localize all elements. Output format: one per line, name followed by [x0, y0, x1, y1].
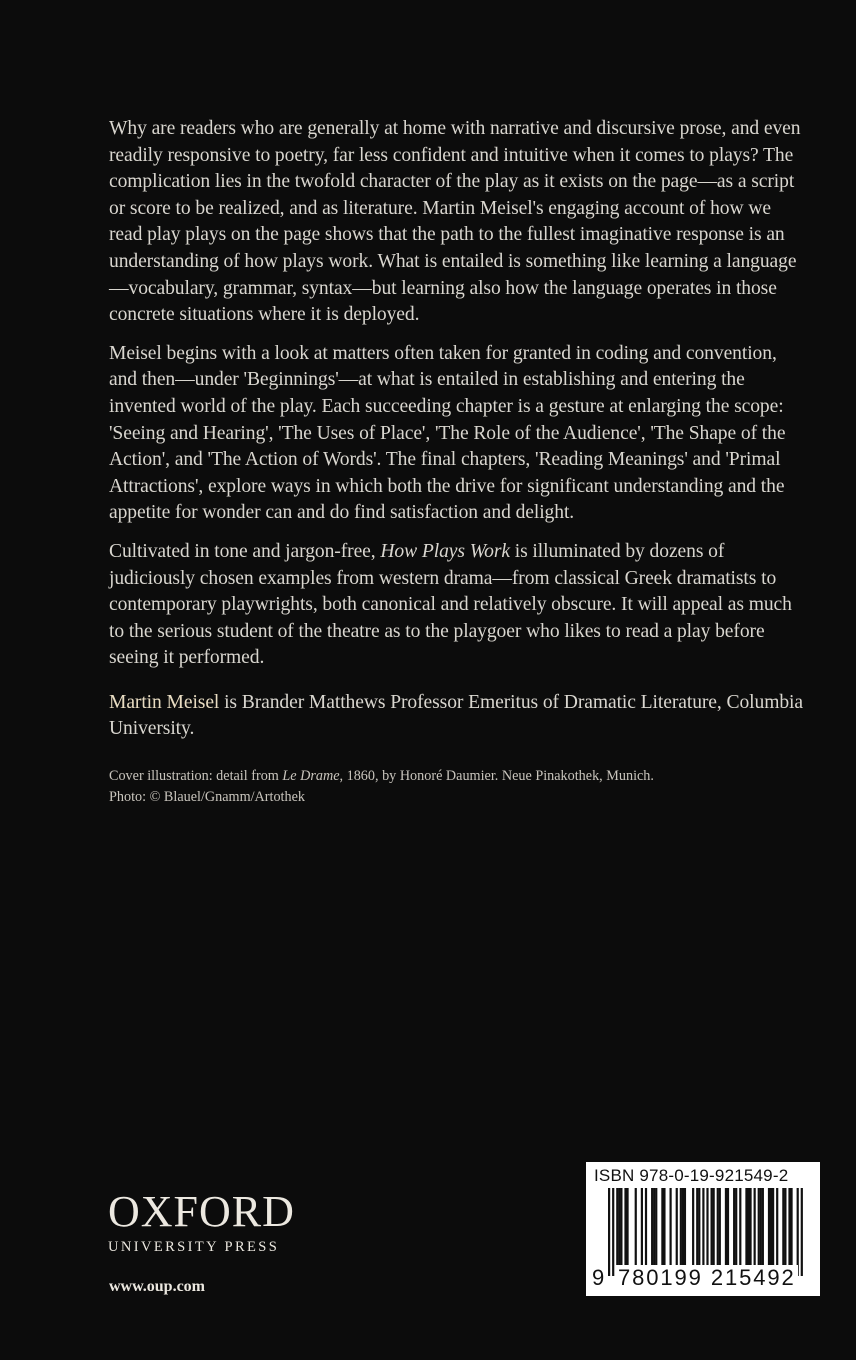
barcode-bar — [727, 1188, 729, 1266]
barcode-bar — [618, 1188, 620, 1266]
barcode-bar — [747, 1188, 749, 1266]
book-title: How Plays Work — [380, 540, 510, 562]
author-bio — [109, 690, 809, 743]
barcode-bar — [676, 1188, 678, 1266]
blurb-paragraph-3 — [109, 539, 809, 672]
credit-artwork-title: Le Drame — [282, 768, 340, 784]
barcode-bar — [680, 1188, 682, 1266]
barcode-bar — [733, 1188, 735, 1266]
barcode-bar — [784, 1188, 786, 1266]
barcode-guard-bar — [608, 1188, 610, 1276]
barcode-bar — [661, 1188, 663, 1266]
barcode-bar — [790, 1188, 792, 1266]
ean-first-digit: 9 — [592, 1265, 605, 1290]
credit-line-2: Photo: © Blauel/Gnamm/Artothek — [109, 789, 305, 805]
barcode-bar — [739, 1188, 741, 1266]
barcode-bar — [620, 1188, 622, 1266]
barcode — [594, 1188, 812, 1276]
barcode-bar — [624, 1188, 626, 1266]
credit-line-1-after: , 1860, by Honoré Daumier. Neue Pinakothek, Munich. — [339, 768, 654, 784]
barcode-bar — [692, 1188, 694, 1266]
barcode-bar — [626, 1188, 628, 1266]
barcode-bar — [651, 1188, 653, 1266]
barcode-bar — [768, 1188, 770, 1266]
barcode-guard-bar — [801, 1188, 803, 1276]
barcode-bar — [711, 1188, 713, 1266]
barcode-bar — [663, 1188, 665, 1266]
barcode-bar — [670, 1188, 672, 1266]
barcode-bar — [745, 1188, 747, 1266]
barcode-bar — [725, 1188, 727, 1266]
barcode-bar — [770, 1188, 772, 1266]
barcode-bar — [635, 1188, 637, 1266]
barcode-guard-bar — [797, 1188, 799, 1276]
blurb-paragraph-1: Why are readers who are generally at home with narrative and discursive prose, and even readily responsive to poetry, far less confident and intuitive when it comes to plays? The complication lies in the twofold character of the play as it exists on the page—as a script or score to be realized, and as literature. Martin Meisel's engaging account of how we read play plays on the page shows that the path to the fullest imaginative response is an understanding of how plays work. What is entailed is something like learning a language—vocabulary, grammar, syntax—but learning also how the language operates in those concrete situations where it is deployed. — [109, 118, 801, 326]
credit-line-1-before: Cover illustration: detail from — [109, 768, 283, 784]
barcode-bar — [641, 1188, 643, 1266]
barcode-bar — [719, 1188, 721, 1266]
barcode-bar — [776, 1188, 778, 1266]
barcode-bar — [682, 1188, 684, 1266]
barcode-guard-bar — [702, 1188, 704, 1276]
barcode-bar — [655, 1188, 657, 1266]
barcode-bar — [772, 1188, 774, 1266]
barcode-bar — [754, 1188, 756, 1266]
isbn-barcode-box — [586, 1162, 820, 1296]
barcode-bar — [782, 1188, 784, 1266]
barcode-bar — [758, 1188, 760, 1266]
blurb-p3-after: is illuminated by dozens of judiciously chosen examples from western drama—from classical Greek dramatists to contemporary playwrights, both canonical and relatively obscure. It will appeal as much to the serious student of the theatre as to the playgoer who likes to read a play before seeing it performed. — [109, 540, 792, 669]
barcode-bar — [735, 1188, 737, 1266]
publisher-name: OXFORD — [108, 1187, 295, 1236]
author-name: Martin Meisel — [109, 691, 220, 713]
barcode-bar — [760, 1188, 762, 1266]
barcode-bar — [788, 1188, 790, 1266]
barcode-bar — [717, 1188, 719, 1266]
barcode-bar — [713, 1188, 715, 1266]
cover-credit — [109, 766, 809, 808]
publisher-url: www.oup.com — [109, 1278, 206, 1295]
ean-remaining-digits: 780199 215492 — [618, 1265, 796, 1290]
isbn-label: ISBN 978-0-19-921549-2 — [594, 1166, 789, 1185]
barcode-bar — [684, 1188, 686, 1266]
barcode-bar — [696, 1188, 698, 1266]
back-cover-blurb — [109, 116, 809, 755]
barcode-guard-bar — [612, 1188, 614, 1276]
barcode-bar — [762, 1188, 764, 1266]
blurb-paragraph-2: Meisel begins with a look at matters often taken for granted in coding and convention, and then—under 'Beginnings'—at what is entailed in establishing and entering the invented world of the play. Each succeeding chapter is a gesture at enlarging the scope: 'Seeing and Hearing', 'The Uses of Place', 'The Role of the Audience', 'The Shape of the Action', and 'The Action of Words'. The final chapters, 'Reading Meanings' and 'Primal Attractions', explore ways in which both the drive for significant understanding and the appetite for wonder can and do find satisfaction and delight. — [109, 342, 786, 524]
author-bio-text: is Brander Matthews Professor Emeritus of Dramatic Literature, Columbia University. — [109, 691, 803, 740]
publisher-logo — [108, 1187, 313, 1256]
barcode-bar — [645, 1188, 647, 1266]
blurb-p3-before: Cultivated in tone and jargon-free, — [109, 540, 381, 562]
barcode-bar — [698, 1188, 700, 1266]
barcode-guard-bar — [706, 1188, 708, 1276]
publisher-subtitle: UNIVERSITY PRESS — [108, 1239, 280, 1255]
barcode-bar — [653, 1188, 655, 1266]
barcode-bar — [616, 1188, 618, 1266]
credit-line-1 — [109, 766, 809, 787]
barcode-bar — [749, 1188, 751, 1266]
